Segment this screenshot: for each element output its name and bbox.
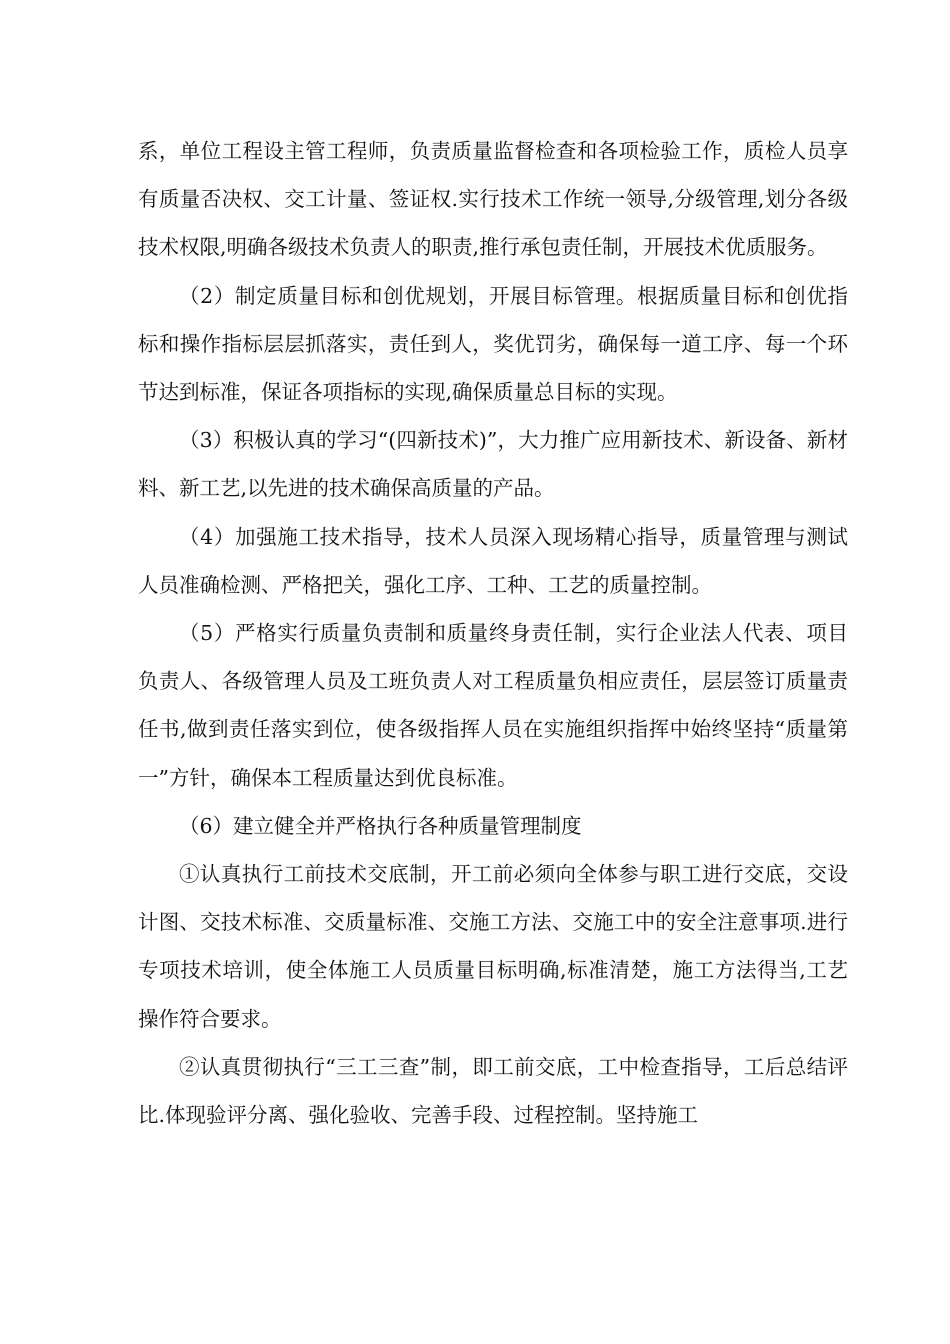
paragraph-item-2: （2）制定质量目标和创优规划，开展目标管理。根据质量目标和创优指标和操作指标层层抓落实，责任到人，奖优罚劣，确保每一道工序、每一个环节达到标准，保证各项指标的实现,确保质量总目标的实现。 — [138, 283, 848, 405]
paragraph-item-4: （4）加强施工技术指导，技术人员深入现场精心指导，质量管理与测试人员准确检测、严格把关，强化工序、工种、工艺的质量控制。 — [138, 524, 848, 597]
paragraph-subitem-1: ①认真执行工前技术交底制，开工前必须向全体参与职工进行交底，交设计图、交技术标准、交质量标准、交施工方法、交施工中的安全注意事项.进行专项技术培训，使全体施工人员质量目标明确,标准清楚，施工方法得当,工艺操作符合要求。 — [138, 862, 848, 1031]
document-body — [138, 127, 848, 1139]
paragraph-item-5: （5）严格实行质量负责制和质量终身责任制，实行企业法人代表、项目负责人、各级管理人员及工班负责人对工程质量负相应责任，层层签订质量责任书,做到责任落实到位，使各级指挥人员在实施组织指挥中始终坚持“质量第一”方针，确保本工程质量达到优良标准。 — [138, 621, 848, 790]
paragraph-subitem-2: ②认真贯彻执行“三工三查”制，即工前交底，工中检查指导，工后总结评比.体现验评分离、强化验收、完善手段、过程控制。坚持施工 — [138, 1054, 848, 1128]
paragraph-item-6: （6）建立健全并严格执行各种质量管理制度 — [179, 813, 582, 838]
paragraph-item-3: （3）积极认真的学习“(四新技术)”，大力推广应用新技术、新设备、新材料、新工艺,以先进的技术确保高质量的产品。 — [138, 428, 848, 501]
paragraph-continuation: 系，单位工程设主管工程师，负责质量监督检查和各项检验工作，质检人员享有质量否决权、交工计量、签证权.实行技术工作统一领导,分级管理,划分各级技术权限,明确各级技术负责人的职责,推行承包责任制，开展技术优质服务。 — [138, 139, 848, 260]
